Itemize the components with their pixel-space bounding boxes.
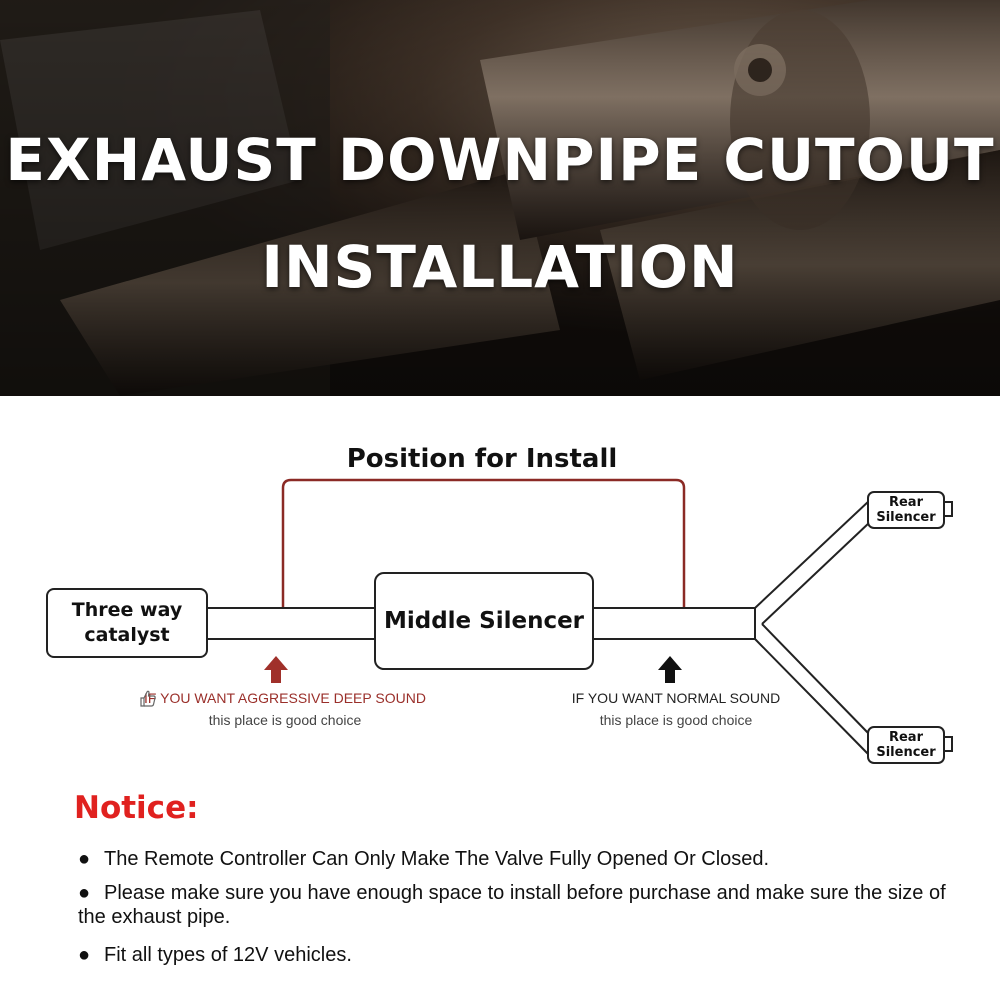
three-way-catalyst-label: Three way catalyst (71, 599, 183, 646)
hero-title-line2: INSTALLATION (261, 233, 739, 301)
hero-banner (0, 0, 1000, 396)
hero-background-photo (0, 0, 1000, 396)
normal-arrow-icon (658, 656, 682, 683)
bullet-icon: ● (78, 882, 91, 904)
branch-upper-edge-a (755, 500, 870, 608)
branch-upper-edge-b (762, 522, 870, 624)
rear-silencer-bottom-label: Rear Silencer (876, 730, 936, 760)
rear-silencer-bottom-box (867, 726, 945, 764)
pipe-segment-left (206, 608, 376, 639)
aggressive-sound-subline-row (140, 712, 430, 728)
aggressive-arrow-icon (264, 656, 288, 683)
notice-item (78, 847, 958, 871)
install-diagram (0, 396, 1000, 776)
middle-silencer-label: Middle Silencer (383, 608, 585, 634)
notice-item-text: Please make sure you have enough space to install before purchase and make sure the size of the exhaust pipe. (78, 882, 946, 928)
notice-section (0, 776, 1000, 1000)
normal-sound-headline: IF YOU WANT NORMAL SOUND (571, 690, 781, 706)
thumbs-up-icon (140, 690, 156, 707)
normal-sound-hint (556, 690, 796, 728)
bullet-icon: ● (78, 944, 91, 966)
aggressive-sound-subline: this place is good choice (208, 712, 362, 728)
middle-silencer-box (374, 572, 594, 670)
notice-item-text: Fit all types of 12V vehicles. (104, 944, 352, 966)
normal-sound-subline: this place is good choice (599, 712, 753, 728)
pipe-segment-right (593, 608, 755, 639)
hero-title-line1: EXHAUST DOWNPIPE CUTOUT (5, 126, 995, 194)
rear-silencer-top-box (867, 491, 945, 529)
bullet-icon: ● (78, 848, 91, 870)
diagram-heading: Position for Install (346, 444, 618, 474)
rear-silencer-top-label: Rear Silencer (876, 495, 936, 525)
aggressive-sound-headline: IF YOU WANT AGGRESSIVE DEEP SOUND (144, 690, 426, 706)
three-way-catalyst-box (46, 588, 208, 658)
tailpipe-top (944, 502, 952, 516)
tailpipe-bottom (944, 737, 952, 751)
notice-item (78, 881, 958, 929)
notice-item (78, 943, 958, 967)
notice-item-text: The Remote Controller Can Only Make The Valve Fully Opened Or Closed. (104, 848, 770, 870)
notice-title: Notice: (74, 790, 199, 826)
aggressive-sound-hint (140, 690, 430, 728)
